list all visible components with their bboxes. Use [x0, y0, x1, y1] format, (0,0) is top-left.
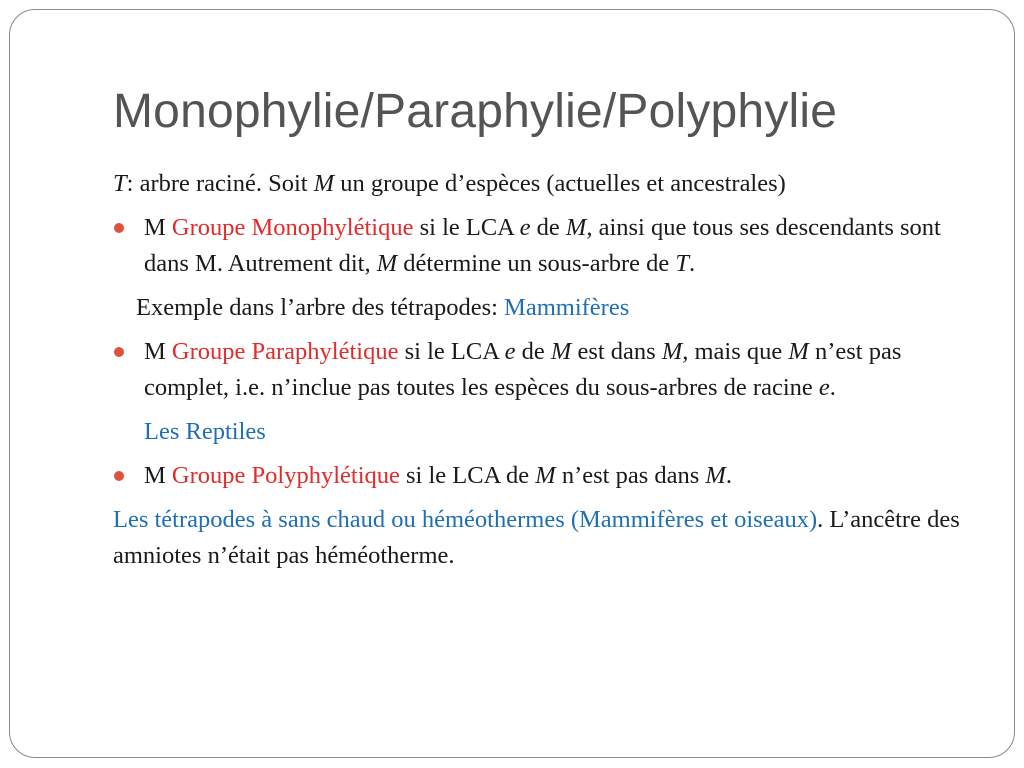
bullet-paraphyletic: M Groupe Paraphylétique si le LCA e de M est dans M, mais que M n’est pas complet, i.e. n’inclue pas toutes les espèces du sous-arbres de racine e.: [113, 334, 963, 406]
example-tetrapodes: Les tétrapodes à sans chaud ou héméothermes (Mammifères et oiseaux): [113, 506, 818, 533]
bullet-dot-icon: [114, 471, 124, 481]
bullet-polyphyletic: M Groupe Polyphylétique si le LCA de M n’est pas dans M.: [113, 458, 963, 494]
term-polyphyletic: Groupe Polyphylétique: [171, 462, 400, 489]
bullet-monophyletic: M Groupe Monophylétique si le LCA e de M, ainsi que tous ses descendants sont dans M. Autrement dit, M détermine un sous-arbre de T.: [113, 210, 963, 282]
tree-symbol: T: [113, 170, 127, 197]
closing-paragraph: Les tétrapodes à sans chaud ou héméothermes (Mammifères et oiseaux). L’ancêtre des amniotes n’était pas héméotherme.: [113, 506, 960, 569]
term-paraphyletic: Groupe Paraphylétique: [171, 338, 399, 365]
slide-body: [113, 166, 963, 574]
example-mammiferes: Mammifères: [504, 294, 630, 321]
bullet-dot-icon: [114, 223, 124, 233]
example-reptiles: Les Reptiles: [144, 418, 266, 445]
bullet-dot-icon: [114, 347, 124, 357]
example-monophyletic: Exemple dans l’arbre des tétrapodes: Mammifères: [136, 294, 630, 321]
intro-paragraph: T: arbre raciné. Soit M un groupe d’espèces (actuelles et ancestrales): [113, 170, 786, 197]
term-monophyletic: Groupe Monophylétique: [171, 214, 414, 241]
slide-title: Monophylie/Paraphylie/Polyphylie: [113, 85, 838, 138]
